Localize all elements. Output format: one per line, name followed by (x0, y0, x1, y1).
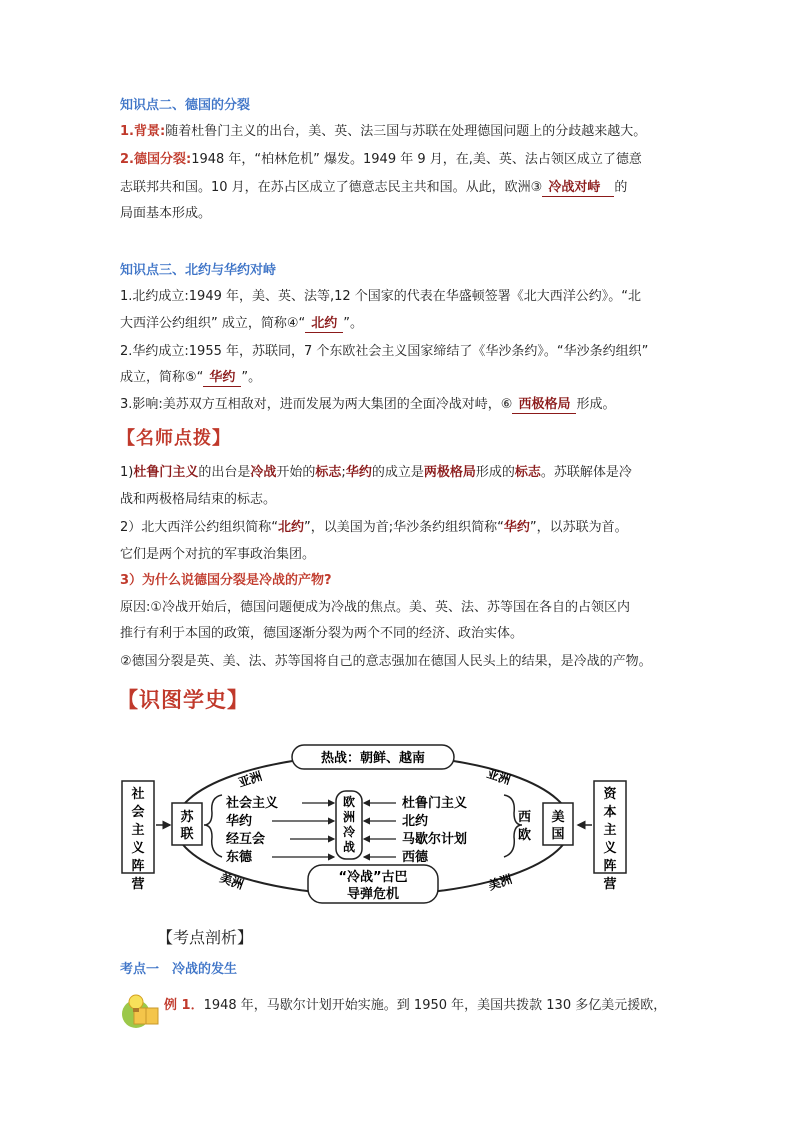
tips-answer-3: ②德国分裂是英、美、法、苏等国将自己的意志强加在德国人民头上的结果，是冷战的产物。 (120, 654, 652, 669)
right-item: 西德 (402, 850, 429, 865)
left-items (225, 795, 278, 865)
right-item: 北约 (402, 814, 429, 829)
right-camp-char: 主 (603, 823, 617, 838)
tips-text: ; (341, 465, 346, 480)
lightbulb-book-icon (118, 990, 162, 1030)
right-camp-char: 本 (603, 805, 617, 820)
cuba-label-2: 导弹危机 (346, 887, 400, 902)
tips-line-2b: 它们是两个对抗的军事政治集团。 (120, 547, 316, 562)
answer-blank-5: 华约 (203, 370, 241, 387)
left-camp-char: 社 (131, 787, 145, 802)
tips-text: 开始的 (276, 465, 316, 480)
answer-blank-6: 西极格局 (512, 397, 576, 414)
k2-paragraph-2 (120, 150, 642, 170)
left-item: 经互会 (226, 832, 266, 847)
tips-num-1: 1) (120, 465, 134, 480)
left-item: 社会主义 (226, 796, 279, 811)
tips-text: 2）北大西洋公约组织简称“ (120, 520, 279, 535)
tips-question-3: 3）为什么说德国分裂是冷战的产物? (120, 573, 332, 588)
k2-label-background: 1.背景: (120, 124, 166, 139)
example-label: 例 1． (164, 998, 204, 1013)
west-europe-label: 欧 (518, 828, 532, 843)
left-item: 华约 (226, 814, 253, 829)
tips-text: 的出台是 (198, 465, 251, 480)
left-item: 东德 (226, 850, 253, 865)
example-1 (164, 996, 666, 1016)
soviet-label: 联 (180, 827, 194, 842)
k2-paragraph-2c: 局面基本形成。 (120, 206, 212, 221)
k2-text-background: 随着杜鲁门主义的出台，美、英、法三国与苏联在处理德国问题上的分歧越来越大。 (165, 124, 647, 139)
tips-text: ”，以苏联为首。 (529, 520, 628, 535)
k2-text-split-1: 1948 年，“柏林危机” 爆发。1949 年 9 月，在,美、英、法占领区成立了德意 (191, 152, 642, 167)
section-title-k3: 知识点三、北约与华约对峙 (120, 263, 277, 278)
europe-char: 洲 (342, 810, 356, 824)
tips-answer-1: 原因:①冷战开始后，德国问题便成为冷战的焦点。美、英、法、苏等国在各自的占领区内 (120, 600, 631, 615)
cuba-label-1: “冷战”古巴 (338, 870, 408, 885)
soviet-label: 苏 (180, 810, 194, 825)
answer-blank-3: 冷战对峙 (542, 180, 614, 197)
europe-char: 冷 (342, 825, 356, 839)
tips-line-2 (120, 518, 628, 538)
right-item: 杜鲁门主义 (402, 796, 468, 811)
hot-war-label: 热战：朝鲜、越南 (320, 751, 426, 766)
right-item: 马歇尔计划 (402, 832, 468, 847)
tips-kw-sign: 标志 (514, 465, 541, 480)
k3-line-3-post: 形成。 (576, 397, 616, 412)
k3-line-2b-post: ”。 (241, 370, 262, 385)
tips-heading: 【名师点拨】 (117, 428, 231, 449)
europe-char: 欧 (342, 795, 356, 809)
k3-line-2b (120, 368, 261, 388)
right-camp-char: 资 (603, 787, 617, 802)
right-items (402, 795, 467, 865)
tips-kw-warsaw: 华约 (503, 520, 530, 535)
section-title-k2: 知识点二、德国的分裂 (120, 98, 251, 113)
right-camp-char: 阵 (603, 859, 617, 874)
k2-text-split-2b: 的 (614, 180, 628, 195)
item-arrows (272, 803, 396, 857)
k3-line-1b-pre: 大西洋公约组织” 成立，简称④“ (120, 316, 306, 331)
left-camp-char: 主 (131, 823, 145, 838)
tips-kw-truman: 杜鲁门主义 (133, 465, 199, 480)
europe-char: 战 (342, 840, 356, 854)
america-right-label: 美洲 (486, 872, 514, 893)
cold-war-diagram (0, 735, 794, 935)
tips-kw-nato: 北约 (278, 520, 305, 535)
k3-line-1a: 1.北约成立:1949 年，美、英、法等,12 个国家的代表在华盛顿签署《北大西洋公约》。“北 (120, 289, 642, 304)
tips-answer-2: 推行有利于本国的政策，德国逐渐分裂为两个不同的经济、政治实体。 (120, 626, 524, 641)
k2-text-split-2: 志联邦共和国。10 月，在苏占区成立了德意志民主共和国。从此，欧洲③ (120, 180, 543, 195)
asia-left-label: 亚洲 (236, 769, 264, 790)
asia-right-label: 亚洲 (485, 766, 513, 788)
k2-paragraph-2b (120, 178, 627, 198)
america-left-label: 美洲 (217, 870, 246, 893)
example-text: 1948 年，马歇尔计划开始实施。到 1950 年，美国共拨款 130 多亿美元援欧， (203, 998, 667, 1013)
tips-text: ”，以美国为首;华沙条约组织简称“ (304, 520, 504, 535)
map-heading: 【识图学史】 (117, 688, 249, 712)
tips-line-1b: 战和两极格局结束的标志。 (120, 492, 277, 507)
right-brace (504, 795, 522, 857)
tips-kw-bipolar: 两极格局 (423, 465, 476, 480)
answer-blank-4: 北约 (305, 316, 343, 333)
k2-label-split: 2.德国分裂: (120, 152, 192, 167)
usa-label: 美 (551, 810, 565, 825)
left-brace (204, 795, 222, 857)
tips-line-1 (120, 463, 632, 483)
exam-point-1: 考点一 冷战的发生 (120, 962, 238, 977)
tips-text: 的成立是 (371, 465, 424, 480)
k3-line-2b-pre: 成立，简称⑤“ (120, 370, 204, 385)
k2-paragraph-1 (120, 122, 646, 142)
k3-line-3-pre: 3.影响:美苏双方互相敌对，进而发展为两大集团的全面冷战对峙，⑥ (120, 397, 513, 412)
west-europe-label: 西 (518, 810, 532, 825)
tips-kw-sign: 标志 (315, 465, 342, 480)
right-camp-char: 营 (603, 877, 617, 892)
tips-kw-warsaw: 华约 (345, 465, 372, 480)
exam-heading: 【考点剖析】 (157, 928, 254, 947)
k3-line-1b-post: ”。 (343, 316, 364, 331)
right-camp-char: 义 (603, 841, 617, 856)
tips-text: 。苏联解体是冷 (540, 465, 632, 480)
left-camp-char: 义 (131, 841, 145, 856)
left-camp-char: 阵 (131, 859, 145, 874)
left-camp-char: 会 (131, 805, 145, 820)
k3-line-2a: 2.华约成立:1955 年，苏联同，7 个东欧社会主义国家缔结了《华沙条约》。“华沙条约组织” (120, 344, 649, 359)
tips-kw-coldwar: 冷战 (250, 465, 277, 480)
k3-line-1b (120, 314, 363, 334)
left-camp-char: 营 (131, 877, 145, 892)
k3-line-3 (120, 395, 615, 415)
tips-text: 形成的 (475, 465, 515, 480)
usa-label: 国 (551, 827, 565, 842)
